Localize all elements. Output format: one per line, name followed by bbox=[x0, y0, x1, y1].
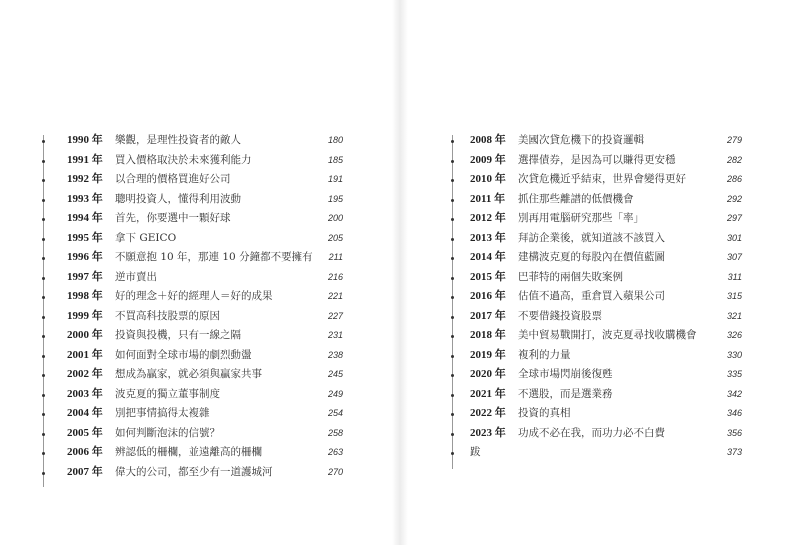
bullet-icon bbox=[451, 413, 454, 416]
toc-entry[interactable] bbox=[43, 404, 343, 424]
toc-entry-page: 311 bbox=[727, 271, 742, 282]
toc-entry[interactable] bbox=[43, 346, 343, 366]
toc-entry[interactable] bbox=[43, 209, 343, 229]
toc-entry-year: 1991 年 bbox=[67, 153, 103, 166]
toc-entry-page: 211 bbox=[328, 252, 343, 262]
toc-entry-year: 2012 年 bbox=[470, 212, 506, 224]
bullet-icon bbox=[42, 218, 45, 221]
bullet-icon bbox=[42, 335, 45, 338]
toc-entry[interactable] bbox=[43, 385, 343, 405]
toc-entry-title: 別再用電腦研究那些「率」 bbox=[518, 212, 644, 224]
toc-entry-title: 功成不必在我，而功力必不白費 bbox=[518, 426, 665, 439]
bullet-icon bbox=[451, 335, 454, 338]
toc-entry-year: 2019 年 bbox=[470, 348, 506, 361]
toc-entry-page: 346 bbox=[726, 408, 742, 418]
toc-entry-year: 2018 年 bbox=[470, 329, 506, 341]
toc-entry-year: 2002 年 bbox=[67, 368, 103, 380]
toc-entry-page: 297 bbox=[726, 213, 742, 223]
bullet-icon bbox=[42, 355, 45, 358]
toc-entry[interactable] bbox=[43, 463, 343, 483]
toc-entry-year: 1997 年 bbox=[67, 270, 103, 283]
toc-entry[interactable] bbox=[452, 365, 742, 385]
toc-entry-page: 258 bbox=[327, 427, 343, 438]
toc-entry-title: 投資的真相 bbox=[518, 407, 571, 419]
toc-entry-year: 2020 年 bbox=[470, 368, 506, 380]
bullet-icon bbox=[451, 433, 454, 436]
bullet-icon bbox=[451, 238, 454, 241]
toc-entry-page: 326 bbox=[726, 330, 742, 340]
toc-entry[interactable] bbox=[43, 190, 343, 210]
toc-entry-title: 不願意抱 10 年，那連 10 分鐘都不要擁有 bbox=[115, 251, 313, 263]
bullet-icon bbox=[42, 413, 45, 416]
toc-entry[interactable] bbox=[452, 404, 742, 424]
toc-entry-year: 1999 年 bbox=[67, 309, 103, 322]
toc-entry-title: 偉大的公司，都至少有一道護城河 bbox=[115, 465, 273, 478]
toc-entry-title: 不要借錢投資股票 bbox=[518, 309, 602, 322]
toc-entry-page: 335 bbox=[726, 369, 742, 379]
toc-entry[interactable] bbox=[43, 424, 343, 444]
toc-entry-page: 205 bbox=[327, 232, 343, 243]
toc-entry-title: 美中貿易戰開打，波克夏尋找收購機會 bbox=[518, 329, 697, 341]
toc-entry-year: 1996 年 bbox=[67, 251, 103, 263]
toc-entry-page: 227 bbox=[327, 310, 343, 321]
toc-entry-title: 辨認低的柵欄，並遠離高的柵欄 bbox=[115, 446, 262, 458]
toc-entry-page: 330 bbox=[726, 349, 742, 360]
toc-entry-year: 2010 年 bbox=[470, 173, 506, 185]
bullet-icon bbox=[451, 355, 454, 358]
toc-entry-title: 建構波克夏的每股內在價值藍圖 bbox=[518, 251, 665, 263]
toc-entry[interactable] bbox=[43, 365, 343, 385]
bullet-icon bbox=[451, 257, 454, 260]
toc-entry[interactable] bbox=[452, 443, 742, 463]
toc-entry[interactable] bbox=[452, 287, 742, 307]
toc-entry-title: 別把事情搞得太複雜 bbox=[115, 407, 210, 419]
toc-entry-page: 180 bbox=[327, 135, 343, 145]
toc-entry-year: 2003 年 bbox=[67, 387, 103, 400]
toc-entry-title: 跋 bbox=[470, 446, 481, 458]
toc-entry-page: 315 bbox=[726, 291, 742, 301]
toc-entry-year: 1993 年 bbox=[67, 192, 103, 205]
book-gutter bbox=[392, 0, 408, 545]
toc-entry-page: 245 bbox=[327, 369, 343, 379]
bullet-icon bbox=[451, 277, 454, 280]
bullet-icon bbox=[451, 199, 454, 202]
toc-entry-title: 拿下 GEICO bbox=[115, 231, 177, 244]
bullet-icon bbox=[42, 316, 45, 319]
toc-entry[interactable] bbox=[452, 151, 742, 171]
toc-entry-year: 2022 年 bbox=[470, 407, 506, 419]
toc-entry-page: 356 bbox=[726, 427, 742, 438]
toc-entry[interactable] bbox=[43, 443, 343, 463]
toc-entry-year: 2017 年 bbox=[470, 309, 506, 322]
toc-entry-year: 2009 年 bbox=[470, 153, 506, 166]
bullet-icon bbox=[42, 374, 45, 377]
toc-entry-title: 如何面對全球市場的劇烈動盪 bbox=[115, 348, 252, 361]
toc-entry-year: 2000 年 bbox=[67, 329, 103, 341]
toc-entry-year: 2001 年 bbox=[67, 348, 103, 361]
toc-entry-page: 286 bbox=[726, 174, 742, 184]
bullet-icon bbox=[451, 316, 454, 319]
toc-entry[interactable] bbox=[452, 229, 742, 249]
toc-entry-title: 估值不過高，重倉買入蘋果公司 bbox=[518, 290, 665, 302]
toc-entry-title: 如何判斷泡沫的信號？ bbox=[115, 426, 220, 439]
toc-entry[interactable] bbox=[452, 268, 742, 288]
toc-entry-title: 巴菲特的兩個失敗案例 bbox=[518, 270, 623, 283]
toc-right-page bbox=[452, 131, 742, 463]
bullet-icon bbox=[42, 160, 45, 163]
toc-entry-year: 2011 年 bbox=[470, 192, 506, 205]
toc-entry[interactable] bbox=[452, 346, 742, 366]
toc-entry[interactable] bbox=[452, 170, 742, 190]
toc-entry[interactable] bbox=[452, 209, 742, 229]
toc-entry-year: 2015 年 bbox=[470, 270, 506, 283]
toc-entry-page: 191 bbox=[327, 174, 343, 184]
toc-entry-page: 282 bbox=[726, 154, 742, 165]
toc-entry-year: 2023 年 bbox=[470, 426, 506, 439]
toc-entry-year: 2004 年 bbox=[67, 407, 103, 419]
bullet-icon bbox=[42, 238, 45, 241]
bullet-icon bbox=[42, 140, 45, 143]
bullet-icon bbox=[451, 374, 454, 377]
bullet-icon bbox=[42, 394, 45, 397]
bullet-icon bbox=[42, 433, 45, 436]
toc-entry-title: 投資與投機，只有一線之隔 bbox=[115, 329, 241, 341]
bullet-icon bbox=[451, 160, 454, 163]
toc-entry[interactable] bbox=[43, 287, 343, 307]
bullet-icon bbox=[451, 179, 454, 182]
toc-entry-title: 不選股，而是選業務 bbox=[518, 387, 613, 400]
toc-entry-year: 2006 年 bbox=[67, 446, 103, 458]
toc-entry-title: 次貸危機近乎結束，世界會變得更好 bbox=[518, 173, 686, 185]
bullet-icon bbox=[42, 296, 45, 299]
toc-entry[interactable] bbox=[43, 131, 343, 151]
bullet-icon bbox=[42, 179, 45, 182]
toc-entry[interactable] bbox=[452, 424, 742, 444]
toc-entry-title: 全球市場閃崩後復甦 bbox=[518, 368, 613, 380]
toc-entry-page: 221 bbox=[327, 291, 343, 301]
toc-entry-year: 1994 年 bbox=[67, 212, 103, 224]
toc-entry-page: 185 bbox=[327, 154, 343, 165]
toc-entry-page: 307 bbox=[726, 252, 742, 262]
toc-entry-title: 抓住那些離譜的低價機會 bbox=[518, 192, 634, 205]
toc-entry-title: 選擇債券，是因為可以賺得更安穩 bbox=[518, 153, 676, 166]
bullet-icon bbox=[451, 218, 454, 221]
toc-entry-title: 首先，你要選中一顆好球 bbox=[115, 212, 231, 224]
toc-entry[interactable] bbox=[452, 248, 742, 268]
toc-entry-title: 好的理念＋好的經理人＝好的成果 bbox=[115, 290, 273, 302]
toc-entry-page: 263 bbox=[327, 447, 343, 457]
bullet-icon bbox=[42, 199, 45, 202]
toc-entry[interactable] bbox=[452, 190, 742, 210]
toc-entry-year: 2014 年 bbox=[470, 251, 506, 263]
toc-entry-title: 複利的力量 bbox=[518, 348, 571, 361]
toc-entry-title: 想成為贏家，就必須與贏家共事 bbox=[115, 368, 262, 380]
toc-entry[interactable] bbox=[43, 268, 343, 288]
toc-entry-page: 279 bbox=[726, 135, 742, 145]
toc-entry-page: 321 bbox=[726, 310, 742, 321]
toc-entry-year: 1995 年 bbox=[67, 231, 103, 244]
toc-entry-page: 342 bbox=[726, 388, 742, 399]
toc-entry-title: 逆市賣出 bbox=[115, 270, 157, 283]
toc-entry[interactable] bbox=[43, 170, 343, 190]
toc-entry-year: 1998 年 bbox=[67, 290, 103, 302]
toc-entry-year: 2013 年 bbox=[470, 231, 506, 244]
toc-left-page bbox=[43, 131, 343, 482]
toc-entry-title: 以合理的價格買進好公司 bbox=[115, 173, 231, 185]
toc-entry-page: 195 bbox=[327, 193, 343, 204]
toc-entry-title: 聰明投資人，懂得利用波動 bbox=[115, 192, 241, 205]
toc-entry-title: 拜訪企業後，就知道該不該買入 bbox=[518, 231, 665, 244]
toc-entry[interactable] bbox=[43, 229, 343, 249]
toc-entry-page: 270 bbox=[327, 466, 343, 477]
toc-entry-title: 樂觀，是理性投資者的敵人 bbox=[115, 134, 241, 146]
toc-entry-page: 301 bbox=[726, 232, 742, 243]
bullet-icon bbox=[42, 472, 45, 475]
toc-entry-page: 373 bbox=[726, 447, 742, 457]
bullet-icon bbox=[42, 277, 45, 280]
toc-entry-year: 1990 年 bbox=[67, 134, 103, 146]
toc-entry-page: 292 bbox=[726, 193, 742, 204]
toc-entry-title: 美國次貸危機下的投資邏輯 bbox=[518, 134, 644, 146]
bullet-icon bbox=[451, 452, 454, 455]
bullet-icon bbox=[451, 394, 454, 397]
toc-entry[interactable] bbox=[43, 326, 343, 346]
toc-entry[interactable] bbox=[43, 307, 343, 327]
toc-entry-page: 231 bbox=[327, 330, 343, 340]
toc-entry-year: 2007 年 bbox=[67, 465, 103, 478]
bullet-icon bbox=[451, 140, 454, 143]
bullet-icon bbox=[451, 296, 454, 299]
toc-entry-year: 2008 年 bbox=[470, 134, 506, 146]
toc-entry-title: 買入價格取決於未來獲利能力 bbox=[115, 153, 252, 166]
toc-entry[interactable] bbox=[452, 385, 742, 405]
toc-entry[interactable] bbox=[452, 307, 742, 327]
toc-entry-page: 249 bbox=[327, 388, 343, 399]
toc-entry-year: 2021 年 bbox=[470, 387, 506, 400]
toc-entry-page: 216 bbox=[327, 271, 343, 282]
toc-entry-page: 254 bbox=[327, 408, 343, 418]
toc-entry-title: 不買高科技股票的原因 bbox=[115, 309, 220, 322]
toc-entry[interactable] bbox=[43, 151, 343, 171]
toc-entry-year: 1992 年 bbox=[67, 173, 103, 185]
bullet-icon bbox=[42, 452, 45, 455]
bullet-icon bbox=[42, 257, 45, 260]
toc-entry-page: 238 bbox=[327, 349, 343, 360]
toc-entry-title: 波克夏的獨立董事制度 bbox=[115, 387, 220, 400]
toc-entry[interactable] bbox=[452, 131, 742, 151]
toc-entry-page: 200 bbox=[327, 213, 343, 223]
toc-entry[interactable] bbox=[43, 248, 343, 268]
toc-entry-year: 2016 年 bbox=[470, 290, 506, 302]
toc-entry[interactable] bbox=[452, 326, 742, 346]
toc-entry-year: 2005 年 bbox=[67, 426, 103, 439]
